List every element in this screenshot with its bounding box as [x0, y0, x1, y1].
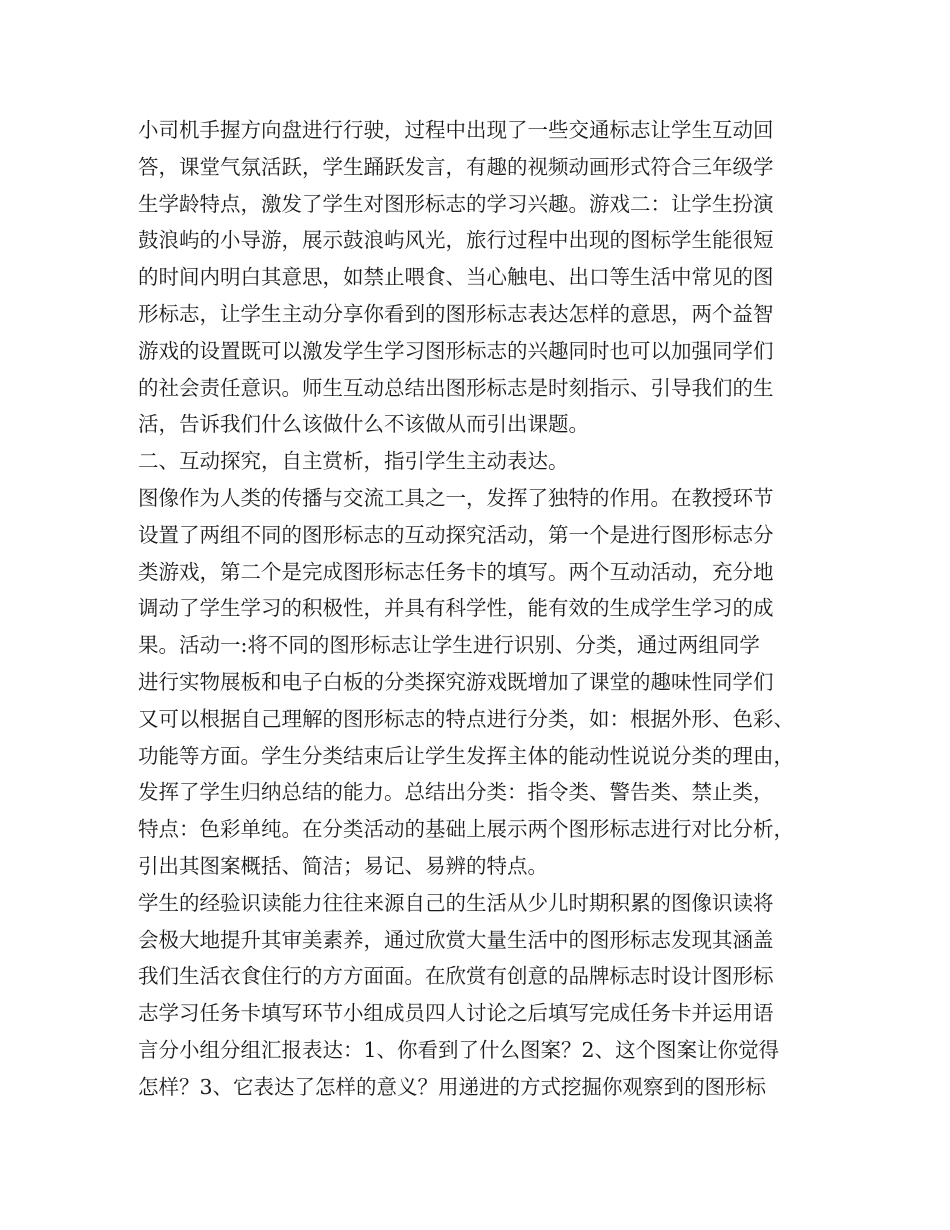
text-line: 小司机手握方向盘进行行驶，过程中出现了一些交通标志让学生互动回	[138, 118, 774, 142]
text-line: 我们生活衣食住行的方方面面。在欣赏有创意的品牌标志时设计图形标	[138, 964, 774, 989]
text-line: 生学龄特点，激发了学生对图形标志的学习兴趣。游戏二：让学生扮演	[138, 191, 774, 216]
text-line: 调动了学生学习的积极性，并具有科学性，能有效的生成学生学习的成	[138, 596, 774, 621]
text-line: 学生的经验识读能力往往来源自己的生活从少儿时期积累的图像识读将	[138, 890, 774, 915]
text-line: 进行实物展板和电子白板的分类探究游戏既增加了课堂的趣味性同学们	[138, 669, 774, 694]
text-line: 活，告诉我们什么该做什么不该做从而引出课题。	[138, 412, 589, 437]
text-line: 特点：色彩单纯。在分类活动的基础上展示两个图形标志进行对比分析，	[138, 817, 794, 842]
text-line: 鼓浪屿的小导游，展示鼓浪屿风光，旅行过程中出现的图标学生能很短	[138, 228, 774, 253]
text-line: 类游戏，第二个是完成图形标志任务卡的填写。两个互动活动，充分地	[138, 559, 774, 584]
text-line: 志学习任务卡填写环节小组成员四人讨论之后填写完成任务卡并运用语	[138, 1001, 774, 1026]
text-line: 的社会责任意识。师生互动总结出图形标志是时刻指示、引导我们的生	[138, 375, 774, 400]
text-line: 引出其图案概括、简洁；易记、易辨的特点。	[138, 853, 548, 878]
text-line: 会极大地提升其审美素养，通过欣赏大量生活中的图形标志发现其涵盖	[138, 927, 774, 952]
text-line: 游戏的设置既可以激发学生学习图形标志的兴趣同时也可以加强同学们	[138, 338, 774, 363]
text-line: 的时间内明白其意思，如禁止喂食、当心触电、出口等生活中常见的图	[138, 265, 774, 290]
text-line: 怎样？3、它表达了怎样的意义？用递进的方式挖掘你观察到的图形标	[138, 1074, 767, 1099]
text-line: 形标志，让学生主动分享你看到的图形标志表达怎样的意思，两个益智	[138, 301, 774, 326]
document-body	[138, 112, 828, 1106]
text-line: 功能等方面。学生分类结束后让学生发挥主体的能动性说说分类的理由，	[138, 743, 794, 768]
text-line: 答，课堂气氛活跃，学生踊跃发言，有趣的视频动画形式符合三年级学	[138, 154, 774, 179]
text-line: 图像作为人类的传播与交流工具之一，发挥了独特的作用。在教授环节	[138, 485, 774, 510]
text-line: 设置了两组不同的图形标志的互动探究活动，第一个是进行图形标志分	[138, 522, 774, 547]
text-line: 果。活动一:将不同的图形标志让学生进行识别、分类，通过两组同学	[138, 633, 760, 658]
text-line: 言分小组分组汇报表达：1、你看到了什么图案？2、这个图案让你觉得	[138, 1037, 780, 1062]
text-line: 又可以根据自己理解的图形标志的特点进行分类，如：根据外形、色彩、	[138, 706, 794, 731]
section-heading: 二、互动探究，自主赏析，指引学生主动表达。	[138, 449, 569, 474]
text-line: 发挥了学生归纳总结的能力。总结出分类：指令类、警告类、禁止类，	[138, 780, 774, 805]
